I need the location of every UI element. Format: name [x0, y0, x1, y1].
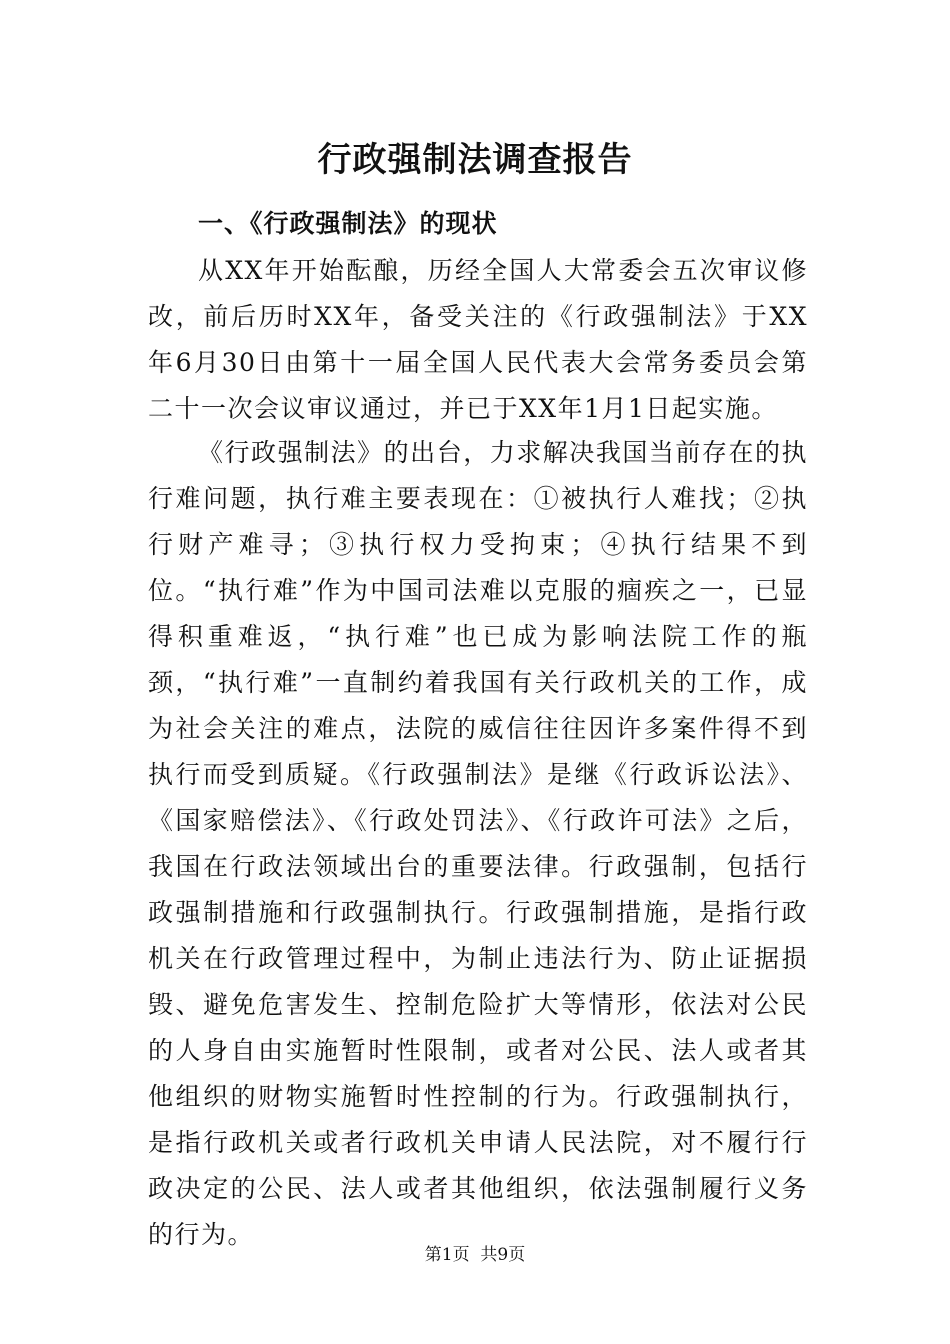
document-title: 行政强制法调查报告 — [317, 140, 633, 180]
page-total: 共9页 — [480, 1245, 526, 1265]
section-heading: 一、《行政强制法》的现状 — [198, 209, 498, 238]
paragraph-1: 从XX年开始酝酿，历经全国人大常委会五次审议修改，前后历时XX年，备受关注的《行政强制法》于XX年6月30日由第十一届全国人民代表大会常务委员会第二十一次会议审议通过，并已于XX年1月1日起实施。 — [148, 256, 808, 423]
page-number: 第1页 — [424, 1245, 470, 1265]
paragraph-2: 《行政强制法》的出台，力求解决我国当前存在的执行难问题，执行难主要表现在：①被执行人难找；②执行财产难寻；③执行权力受拘束；④执行结果不到位。“执行难”作为中国司法难以克服的痼疾之一，已显得积重难返，“执行难”也已成为影响法院工作的瓶颈，“执行难”一直制约着我国有关行政机关的工作，成为社会关注的难点，法院的威信往往因许多案件得不到执行而受到质疑。《行政强制法》是继《行政诉讼法》、《国家赔偿法》、《行政处罚法》、《行政许可法》之后，我国在行政法领域出台的重要法律。行政强制，包括行政强制措施和行政强制执行。行政强制措施，是指行政机关在行政管理过程中，为制止违法行为、防止证据损毁、避免危害发生、控制危险扩大等情形，依法对公民的人身自由实施暂时性限制，或者对公民、法人或者其他组织的财物实施暂时性控制的行为。行政强制执行，是指行政机关或者行政机关申请人民法院，对不履行行政决定的公民、法人或者其他组织，依法强制履行义务的行为。 — [148, 438, 808, 1249]
page-footer — [0, 1240, 950, 1265]
